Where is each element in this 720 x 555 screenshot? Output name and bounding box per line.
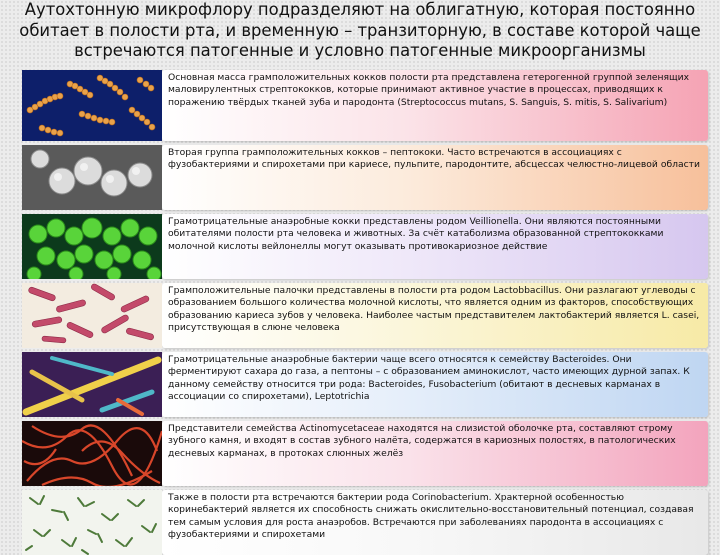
row-description: Грамположительные палочки представлены в полости рта родом Lactobbacillus. Они разлагают углеводы с образованием большого количества молочной кислоты, что является одним из факторов, способствующих образованию кариеса зубов у человека. Наиболее частым представителем лактобактерий является L. casei, присутствующая в слюне человека <box>162 283 708 348</box>
row-description: Основная масса грамположительных кокков полости рта представлена гетерогенной группой зеленящих маловирулентных стрептококков, которые принимают активное участие в процессах, приводящих к поражению твёрдых тканей зуба и пародонта (Streptococcus mutans, S. Sanguis, S. mitis, S. Salivarium) <box>162 70 708 141</box>
row-description: Представители семейства Actinomycetaceae находятся на слизистой оболочке рта, составляют строму зубного камня, и входят в состав зубного налёта, содержатся в кариозных полостях, в патологических десневых карманах, в протоках слюнных желёз <box>162 421 708 486</box>
row-description: Грамотрицательные анаэробные бактерии чаще всего относятся к семейству Bacteroides. Они ферментируют сахара до газа, а пептоны – с образованием аминокислот, часто имеющих дурной запах. К данному семейству относится три рода: Bacteroides, Fusobacterium (обитают в десневых карманах в ассоциации со спирохетами), Leptotrichia <box>162 352 708 417</box>
microflora-row <box>22 490 708 555</box>
row-description: Вторая группа грамположительных кокков – пептококи. Часто встречаются в ассоциациях с фузобактериями и спирохетами при кариесе, пульпите, пародонтите, абсцессах челюстно-лицевой области <box>162 145 708 210</box>
actinomyces-image <box>22 421 162 486</box>
row-description: Грамотрицательные анаэробные кокки представлены родом Veillionella. Они являются постоянными обитателями полости рта человека и животных. За счёт катаболизма образованной стрептококками молочной кислоты вейлонеллы могут оказывать противокариозное действие <box>162 214 708 279</box>
title-line-3: встречаются патогенные и условно патогенные микроорганизмы <box>74 41 646 61</box>
microflora-row <box>22 352 708 417</box>
slide-title <box>0 0 720 62</box>
row-description: Также в полости рта встречаются бактерии рода Corinobacterium. Храктерной особенностью коринебактерий является их способность снижать окислительно-восстановительный потенциал, создавая тем самым условия для роста анаэробов. Встречаются при заболеваниях пародонта в ассоциациях с фузобактериями и спирохетами <box>162 490 708 555</box>
title-line-2: обитает в полости рта, и временную – транзиторную, в составе которой чаще <box>19 20 701 40</box>
peptococcus-image <box>22 145 162 210</box>
veillonella-image <box>22 214 162 279</box>
title-line-1: Аутохтонную микрофлору подразделяют на облигатную, которая постоянно <box>24 0 696 19</box>
microflora-row <box>22 421 708 486</box>
microflora-row <box>22 214 708 279</box>
microflora-row <box>22 283 708 348</box>
microflora-row <box>22 145 708 210</box>
bacteroides-image <box>22 352 162 417</box>
streptococcus-chains-image <box>22 70 162 141</box>
microflora-row <box>22 70 708 141</box>
lactobacillus-image <box>22 283 162 348</box>
corynebacterium-image <box>22 490 162 555</box>
